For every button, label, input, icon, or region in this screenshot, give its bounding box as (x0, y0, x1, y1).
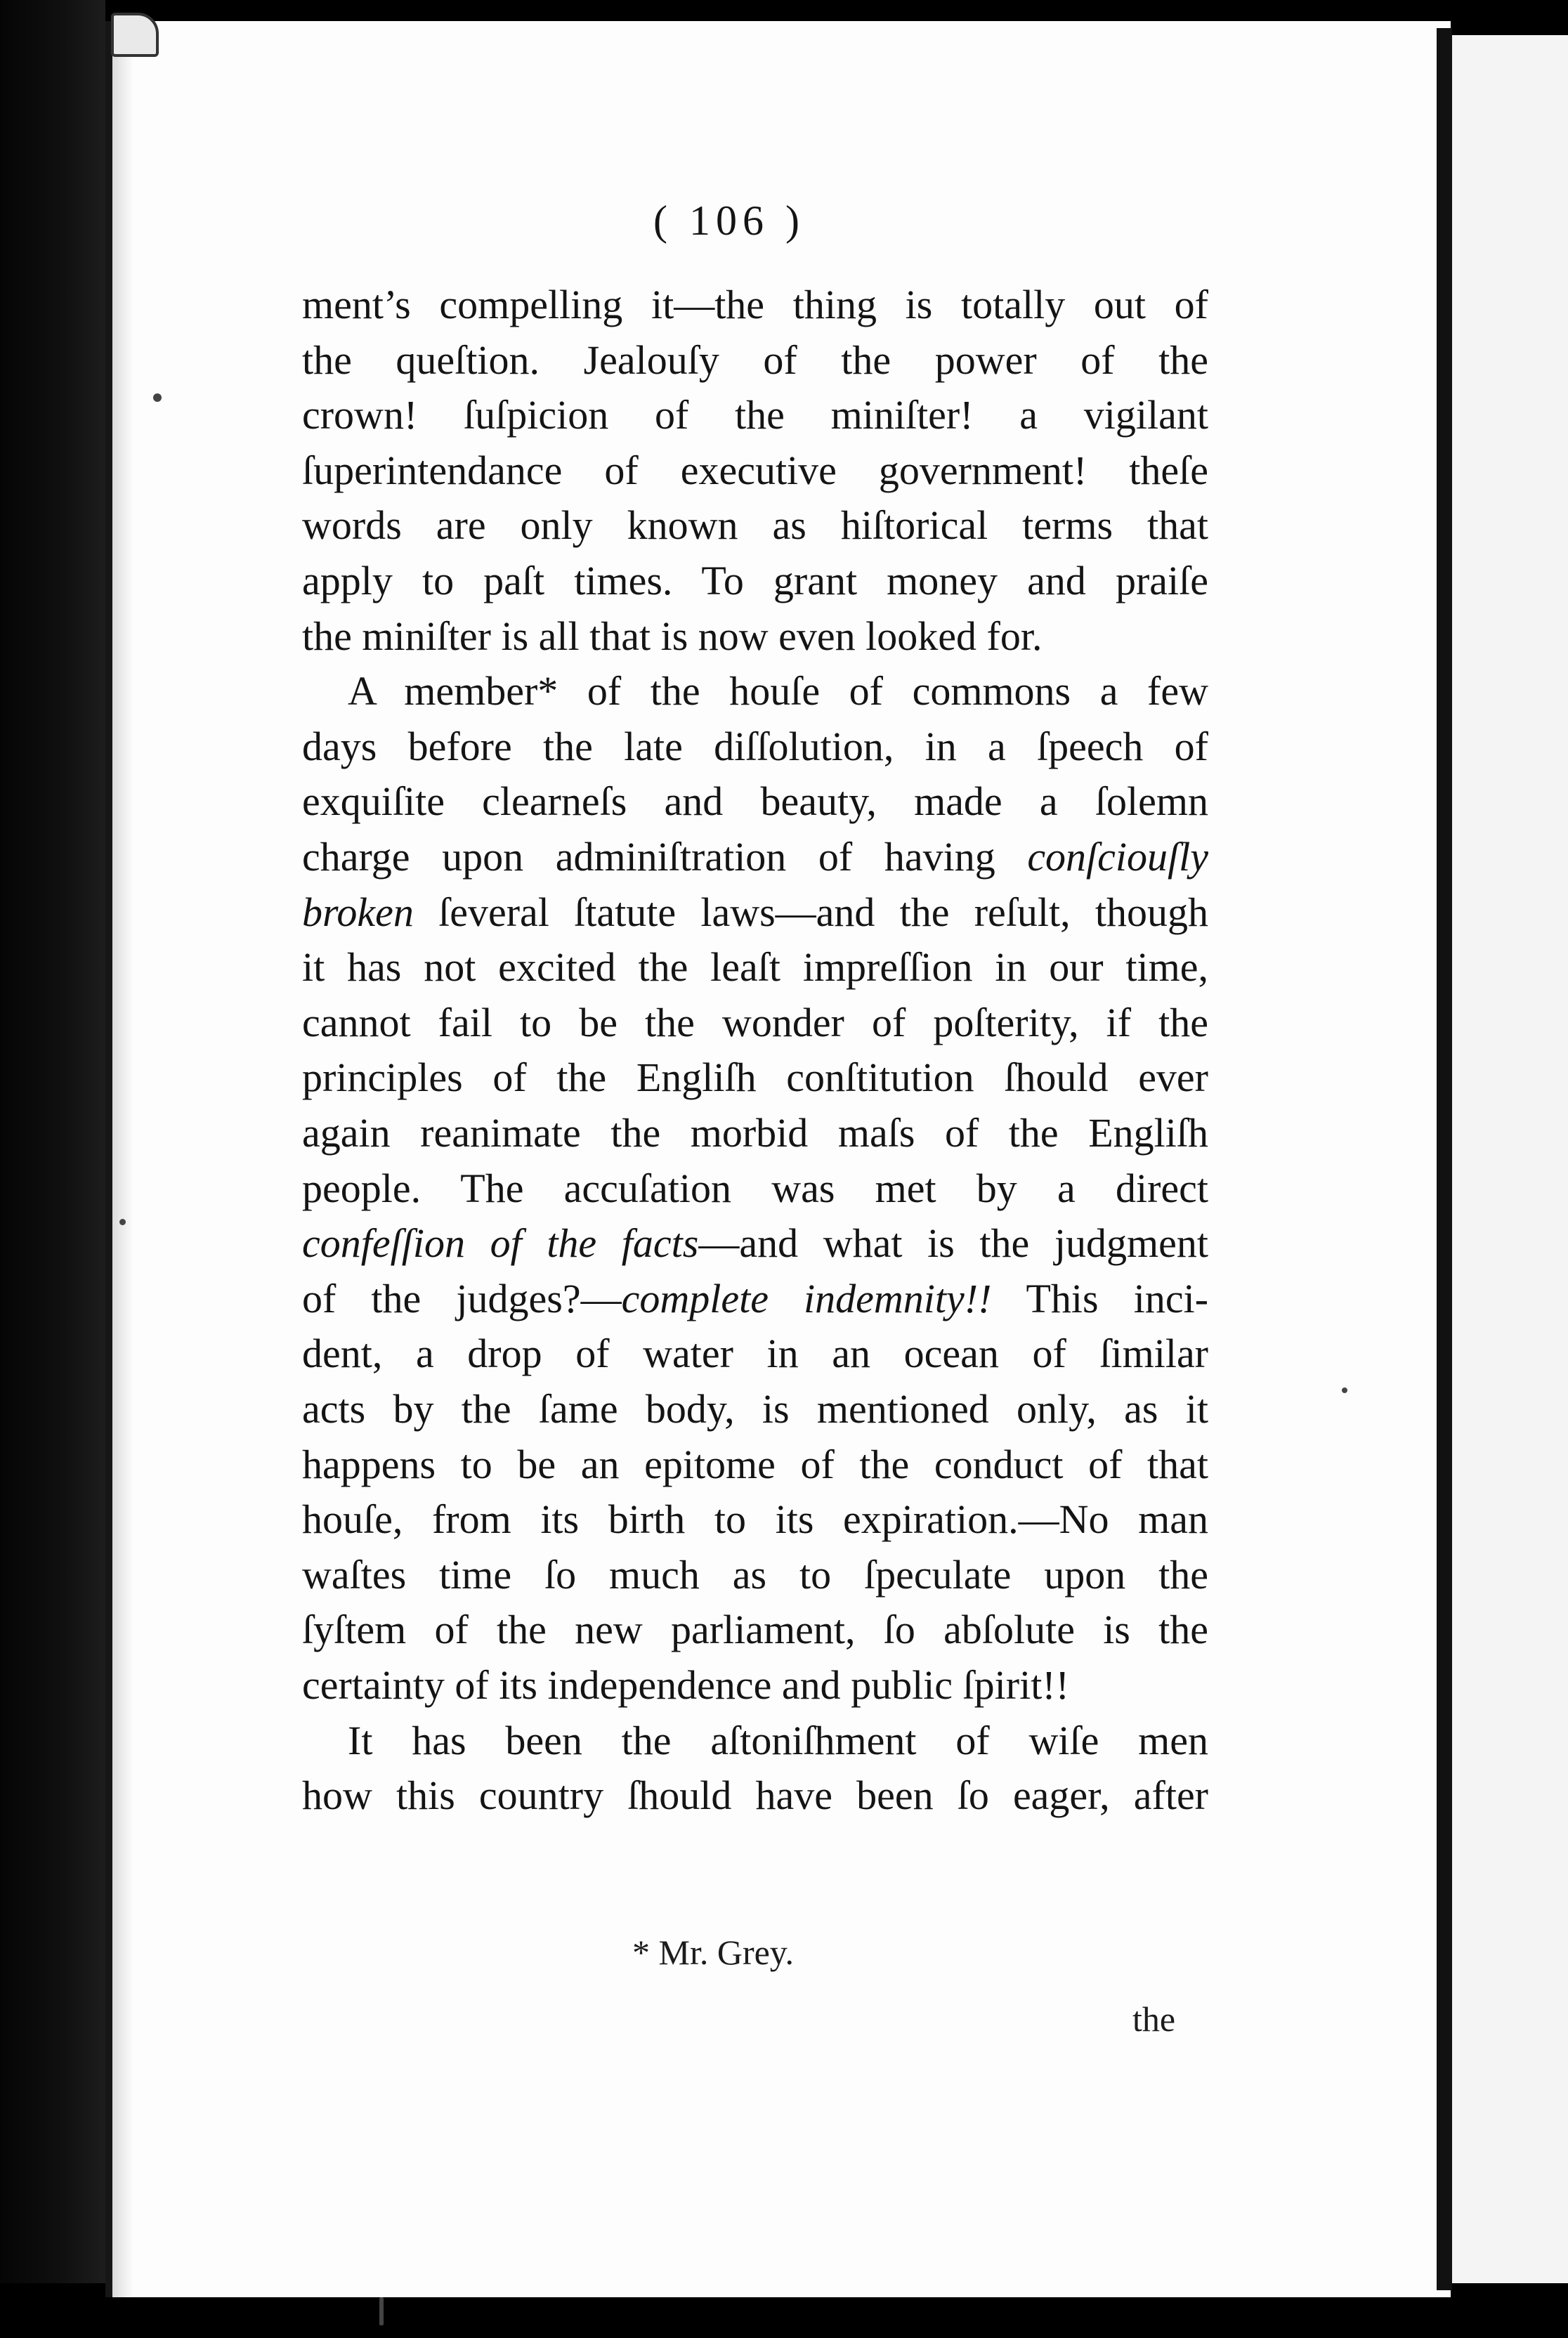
italic-phrase: confeſſion of the facts (302, 1220, 699, 1266)
text-line (302, 1216, 1208, 1271)
text-run: again reanimate the morbid maſs of the Engliſh (302, 1110, 1208, 1156)
text-line (302, 1050, 1208, 1105)
text-run: days before the late diſſolution, in a ſpeech of (302, 724, 1208, 769)
text-line (302, 1161, 1208, 1216)
text-line (302, 995, 1208, 1050)
text-run: how this country ſhould have been ſo eager, after (302, 1772, 1208, 1818)
text-run: it has not excited the leaſt impreſſion in our time, (302, 944, 1208, 990)
facing-page-edge (1452, 35, 1568, 2283)
text-run: words are only known as hiſtorical terms that (302, 502, 1208, 548)
text-line (302, 885, 1208, 940)
text-line (302, 443, 1208, 498)
footnote: * Mr. Grey. (632, 1933, 795, 1972)
italic-phrase: complete indemnity!! (621, 1276, 992, 1321)
text-run: ſeveral ſtatute laws—and the reſult, though (413, 889, 1208, 935)
text-line (302, 940, 1208, 995)
text-line (302, 554, 1208, 608)
text-run: ſuperintendance of executive government! theſe (302, 448, 1208, 493)
text-run: of the judges?— (302, 1276, 622, 1321)
text-run: apply to paſt times. To grant money and praiſe (302, 558, 1208, 603)
ink-speck (379, 2297, 384, 2325)
text-run: A member* of the houſe of commons a few (348, 668, 1208, 714)
text-line (302, 498, 1208, 553)
text-run: acts by the ſame body, is mentioned only, as it (302, 1386, 1208, 1432)
ink-speck (1342, 1387, 1347, 1393)
page-divider (1437, 28, 1452, 2290)
text-line (302, 609, 1208, 664)
ink-speck (153, 393, 162, 402)
ink-speck (119, 1219, 126, 1225)
text-line (302, 333, 1208, 388)
text-run: cannot fail to be the wonder of poſterity, if the (302, 1000, 1208, 1045)
italic-phrase: broken (302, 889, 414, 935)
text-run: houſe, from its birth to its expiration.—No man (302, 1496, 1208, 1542)
text-run: principles of the Engliſh conſtitution ſhould ever (302, 1054, 1208, 1100)
text-line (302, 1272, 1208, 1326)
folded-corner-icon (111, 13, 159, 57)
text-run: waſtes time ſo much as to ſpeculate upon the (302, 1552, 1208, 1598)
text-run: charge upon adminiſtration of having (302, 834, 1028, 880)
text-line (302, 388, 1208, 443)
scan-border-left (0, 0, 105, 2338)
text-run: ment’s compelling it—the thing is totally out of (302, 282, 1208, 327)
text-line (302, 1106, 1208, 1161)
text-line (348, 1713, 1208, 1768)
text-line (302, 719, 1208, 774)
text-line (302, 830, 1208, 884)
text-run: the miniſter is all that is now even looked for. (302, 613, 1043, 659)
text-run: This inci- (991, 1276, 1209, 1321)
text-line (302, 1602, 1208, 1657)
text-run: It has been the aſtoniſhment of wiſe men (348, 1718, 1208, 1763)
text-run: —and what is the judgment (698, 1220, 1208, 1266)
text-run: certainty of its independence and public ſpirit!! (302, 1662, 1069, 1708)
text-run: crown! ſuſpicion of the miniſter! a vigilant (302, 392, 1208, 438)
text-run: exquiſite clearneſs and beauty, made a ſolemn (302, 778, 1208, 824)
text-line (302, 1326, 1208, 1381)
text-run: happens to be an epitome of the conduct of that (302, 1442, 1208, 1487)
text-line (302, 1768, 1208, 1823)
text-line (302, 277, 1208, 332)
text-line (302, 1437, 1208, 1492)
text-line (348, 664, 1208, 719)
text-run: dent, a drop of water in an ocean of ſimilar (302, 1331, 1208, 1376)
text-line (302, 1382, 1208, 1437)
text-run: ſyſtem of the new parliament, ſo abſolute is the (302, 1607, 1208, 1652)
text-line (302, 1492, 1208, 1547)
text-run: the queſtion. Jealouſy of the power of the (302, 337, 1208, 383)
italic-phrase: conſciouſly (1027, 834, 1208, 880)
catchword: the (1132, 1999, 1176, 2039)
text-line (302, 774, 1208, 829)
text-line (302, 1548, 1208, 1602)
text-line (302, 1658, 1208, 1713)
text-run: people. The accuſation was met by a direct (302, 1165, 1208, 1211)
page-number: ( 106 ) (653, 197, 805, 244)
